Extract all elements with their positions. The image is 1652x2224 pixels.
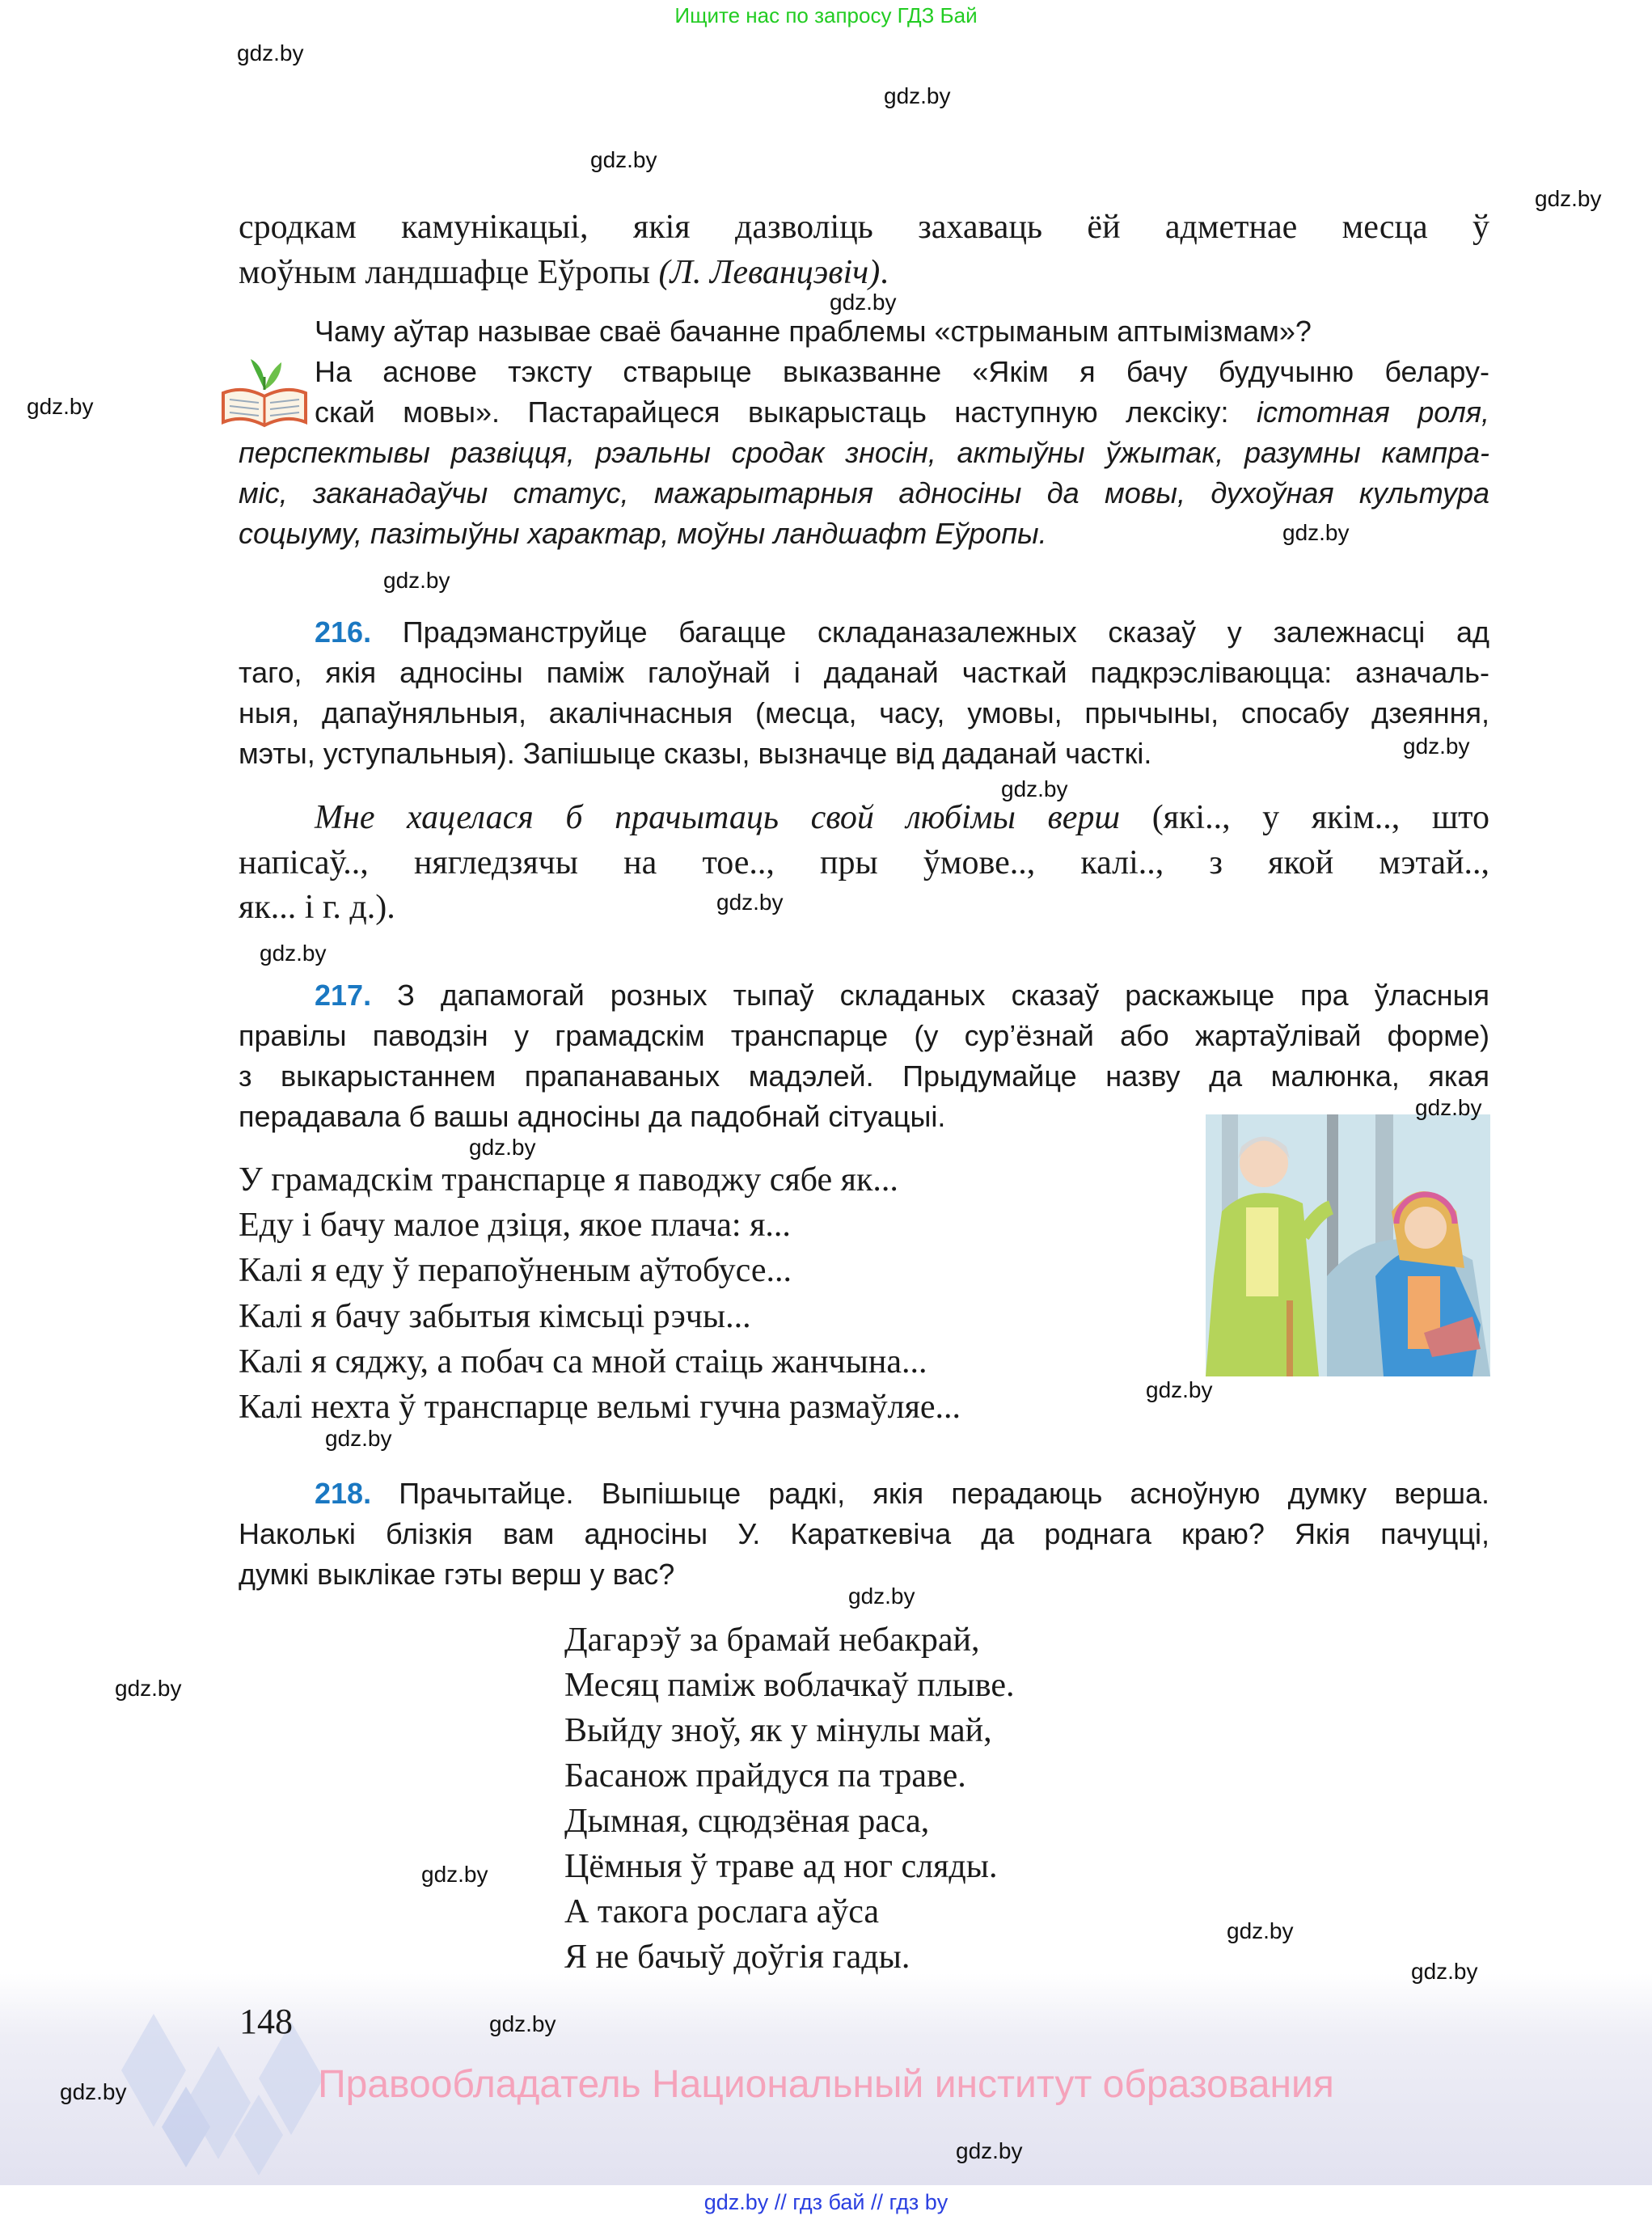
text-segment: перадавала б вашы адносіны да падобнай сітуацыі. bbox=[239, 1100, 946, 1133]
text-line bbox=[239, 841, 1489, 886]
text-segment: як... і г. д.). bbox=[239, 889, 395, 926]
italic-text: перспектывы развіцця, рэальны сродак зносін, актыўны ўжытак, разумны кампра- bbox=[239, 436, 1489, 469]
text-line bbox=[239, 612, 1489, 653]
text-line bbox=[239, 1056, 1489, 1097]
text-segment: Чаму аўтар называе сваё бачанне праблемы «стрыманым аптымізмам»? bbox=[315, 315, 1312, 348]
text-segment: Цёмныя ў траве ад ног сляды. bbox=[564, 1848, 998, 1885]
text-line bbox=[239, 1016, 1489, 1056]
poem bbox=[564, 1617, 1292, 1980]
watermark-text: gdz.by bbox=[1403, 734, 1470, 759]
text-segment: мэты, уступальныя). Запішыце сказы, вызначце від даданай часткі. bbox=[239, 737, 1152, 770]
text-line bbox=[239, 311, 1489, 352]
watermark-text: gdz.by bbox=[421, 1862, 488, 1887]
text-line bbox=[564, 1617, 1292, 1663]
text-line bbox=[239, 975, 1489, 1016]
watermark-text: gdz.by bbox=[1415, 1095, 1482, 1120]
watermark-text: gdz.by bbox=[1535, 186, 1602, 211]
text-line bbox=[239, 392, 1489, 433]
exercise-number: 217. bbox=[315, 979, 372, 1012]
watermark-text: gdz.by bbox=[27, 394, 94, 419]
task-discussion bbox=[239, 311, 1489, 554]
quote-ending bbox=[239, 205, 1489, 295]
text-line bbox=[239, 1157, 1193, 1203]
watermark-text: gdz.by bbox=[325, 1426, 392, 1451]
text-segment: правілы паводзін у грамадскім транспарце (у сур’ёзнай або жартаўлівай форме) bbox=[239, 1019, 1489, 1052]
italic-text: міс, заканадаўчы статус, мажарытарныя адносіны да мовы, духоўная культура bbox=[239, 476, 1489, 509]
text-segment: Я не бачыў доўгія гады. bbox=[564, 1939, 911, 1976]
text-line bbox=[239, 1474, 1489, 1514]
italic-text: соцыуму, пазітыўны характар, моўны ландшафт Еўропы. bbox=[239, 517, 1047, 550]
text-line bbox=[564, 1708, 1292, 1753]
rights-holder-notice: Правообладатель Национальный институт образования bbox=[318, 2063, 1334, 2106]
bottom-site-links[interactable]: gdz.by // гдз бай // гдз by bbox=[703, 2190, 949, 2214]
text-segment: Басанож прайдуся па траве. bbox=[564, 1757, 966, 1795]
text-line bbox=[239, 1203, 1193, 1248]
text-segment: Калі я сяджу, а побач са мной стаіць жанчына... bbox=[239, 1342, 927, 1380]
watermark-text: gdz.by bbox=[115, 1676, 182, 1701]
watermark-text: gdz.by bbox=[469, 1135, 536, 1160]
text-line bbox=[239, 1339, 1193, 1385]
watermark-text: gdz.by bbox=[1001, 776, 1068, 801]
text-segment: ныя, дапаўняльныя, акалічнасныя (месца, часу, умовы, прычыны, спосабу дзеяння, bbox=[239, 696, 1489, 729]
text-line bbox=[239, 250, 1489, 295]
text-segment: Калі я бачу забытыя кімсьці рэчы... bbox=[239, 1297, 751, 1335]
text-segment: Выйду зноў, як у мінулы май, bbox=[564, 1712, 992, 1749]
watermark-text: gdz.by bbox=[590, 147, 657, 172]
text-segment: скай мовы». Пастарайцеся выкарыстаць наступную лексіку: bbox=[315, 395, 1257, 429]
text-segment: Прачытайце. Выпішыце радкі, якія перадаюць асноўную думку верша. bbox=[371, 1477, 1489, 1510]
watermark-text: gdz.by bbox=[884, 83, 951, 108]
watermark-text: gdz.by bbox=[1146, 1377, 1213, 1402]
text-segment: сродкам камунікацыі, якія дазволіць захаваць ёй адметнае месца ў bbox=[239, 209, 1489, 246]
text-line bbox=[239, 886, 1489, 931]
watermark-text: gdz.by bbox=[1227, 1918, 1294, 1943]
text-segment: Прадэманструйце багацце складаназалежных сказаў у залежнасці ад bbox=[371, 615, 1489, 649]
text-line bbox=[239, 1385, 1193, 1430]
text-line bbox=[239, 796, 1489, 841]
text-segment: напісаў.., нягледзячы на тое.., пры ўмове.., калі.., з якой мэтай.., bbox=[239, 844, 1489, 882]
text-segment: моўным ландшафце Еўропы bbox=[239, 254, 659, 291]
watermark-text: gdz.by bbox=[848, 1583, 915, 1609]
watermark-text: gdz.by bbox=[830, 290, 897, 315]
text-segment: таго, якія адносіны паміж галоўнай і даданай часткай падкрэсліваюцца: азначаль- bbox=[239, 656, 1489, 689]
text-line bbox=[564, 1663, 1292, 1708]
text-line bbox=[239, 1514, 1489, 1554]
watermark-text: gdz.by bbox=[237, 40, 304, 66]
header-note[interactable]: Ищите нас по запросу ГДЗ Бай bbox=[674, 3, 978, 27]
watermark-text: gdz.by bbox=[489, 2011, 556, 2036]
exercise-218 bbox=[239, 1474, 1489, 1595]
text-segment: У грамадскім транспарце я паводжу сябе як... bbox=[239, 1161, 898, 1199]
text-line bbox=[239, 352, 1489, 392]
text-line bbox=[564, 1799, 1292, 1844]
watermark-text: gdz.by bbox=[260, 941, 327, 966]
text-segment: Наколькі блізкія вам адносіны У. Караткевіча да роднага краю? Якія пачуцці, bbox=[239, 1517, 1489, 1550]
text-line bbox=[239, 693, 1489, 734]
text-segment: думкі выклікае гэты верш у вас? bbox=[239, 1558, 675, 1591]
text-line bbox=[239, 473, 1489, 514]
text-segment: На аснове тэксту стварыце выказванне «Якім я бачу будучыню белару- bbox=[315, 355, 1489, 388]
watermark-text: gdz.by bbox=[956, 2138, 1023, 2163]
exercise-216-example bbox=[239, 796, 1489, 931]
text-segment: Дагарэў за брамай небакрай, bbox=[564, 1621, 980, 1659]
exercise-number: 216. bbox=[315, 615, 372, 649]
text-segment: з выкарыстаннем прапанаваных мадэлей. Прыдумайце назву да малюнка, якая bbox=[239, 1059, 1489, 1093]
text-segment: А такога рослага аўса bbox=[564, 1893, 880, 1930]
text-line bbox=[239, 433, 1489, 473]
text-segment: Еду і бачу малое дзіця, якое плача: я... bbox=[239, 1207, 791, 1245]
exercise-216 bbox=[239, 612, 1489, 774]
text-segment: Дымная, сцюдзёная раса, bbox=[564, 1803, 930, 1840]
exercise-217-models bbox=[239, 1157, 1193, 1430]
text-line bbox=[239, 1294, 1193, 1339]
bus-scene-illustration bbox=[1206, 1114, 1490, 1376]
italic-text: Мне хацелася б прачытаць свой любімы верш bbox=[315, 799, 1121, 836]
watermark-text: gdz.by bbox=[383, 568, 450, 593]
exercise-number: 218. bbox=[315, 1477, 372, 1510]
text-line bbox=[564, 1844, 1292, 1889]
text-segment: З дапамогай розных тыпаў складаных сказаў раскажыце пра ўласныя bbox=[371, 979, 1489, 1012]
text-segment: Месяц паміж воблачкаў плыве. bbox=[564, 1667, 1015, 1704]
watermark-text: gdz.by bbox=[60, 2079, 127, 2104]
watermark-text: gdz.by bbox=[716, 890, 784, 915]
text-line bbox=[239, 653, 1489, 693]
exercise-217 bbox=[239, 975, 1489, 1137]
italic-text: істотная роля, bbox=[1257, 395, 1489, 429]
watermark-text: gdz.by bbox=[1411, 1959, 1478, 1984]
text-segment: . bbox=[880, 254, 889, 291]
page-number: 148 bbox=[239, 2002, 293, 2041]
text-line bbox=[239, 205, 1489, 250]
text-segment: (які.., у якім.., што bbox=[1120, 799, 1489, 836]
text-line bbox=[564, 1889, 1292, 1934]
text-line bbox=[239, 1248, 1193, 1293]
text-segment: Калі нехта ў транспарце вельмі гучна размаўляе... bbox=[239, 1389, 961, 1427]
text-line bbox=[564, 1753, 1292, 1799]
text-segment: Калі я еду ў перапоўненым аўтобусе... bbox=[239, 1252, 792, 1290]
text-line bbox=[564, 1934, 1292, 1980]
italic-text: (Л. Леванцэвіч) bbox=[658, 254, 881, 291]
watermark-text: gdz.by bbox=[1282, 520, 1350, 545]
text-line bbox=[239, 734, 1489, 774]
